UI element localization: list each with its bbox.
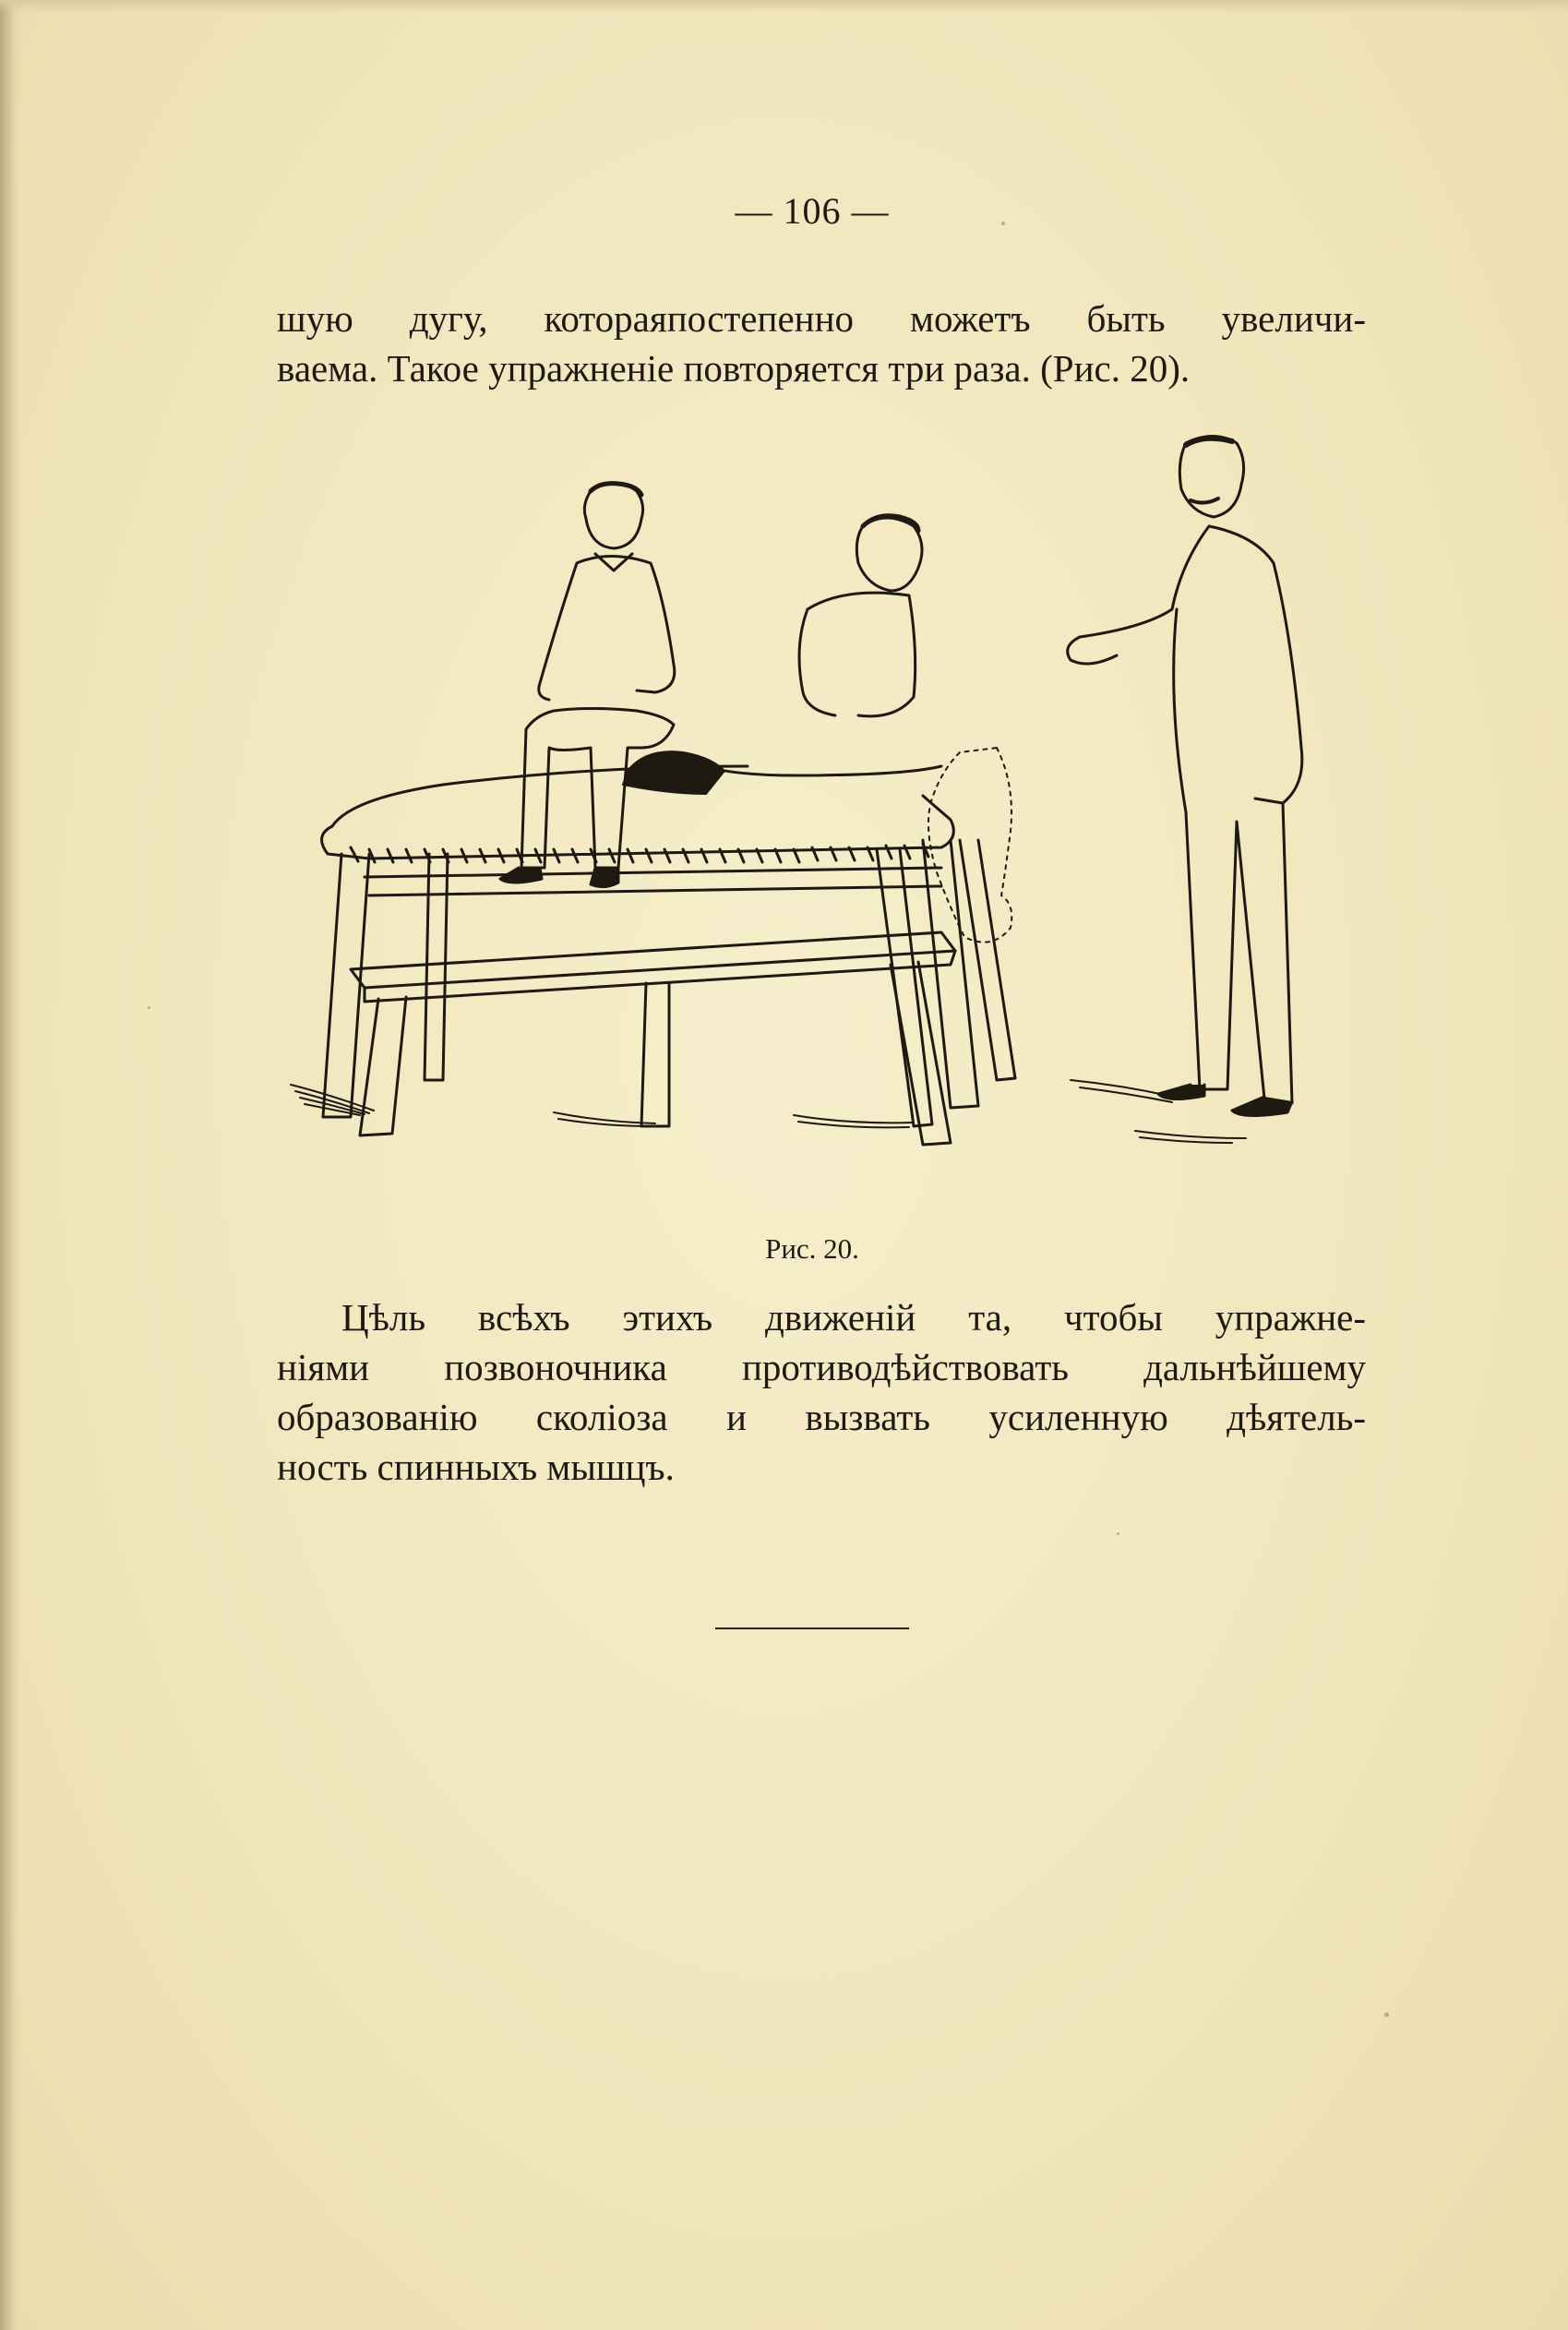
text-line: Цѣль всѣхъ этихъ движеній та, чтобы упражне- xyxy=(341,1296,1366,1339)
text-line: образованію сколіоза и вызвать усиленную дѣятель- xyxy=(277,1396,1366,1438)
standing-instructor xyxy=(1068,437,1302,1116)
paper-speck xyxy=(1117,1532,1119,1535)
seated-boy xyxy=(500,483,675,887)
text-line: ніями позвоночника противодѣйствовать дальнѣйшему xyxy=(277,1346,1366,1388)
paper-speck xyxy=(1001,222,1005,225)
page-top-edge xyxy=(0,0,1568,13)
paper-speck xyxy=(1384,2012,1389,2017)
section-end-rule xyxy=(715,1627,909,1629)
table-structure xyxy=(322,766,1015,1145)
paper-speck xyxy=(148,1006,150,1009)
text-line: шую дугу, котораяпостепенно можетъ быть увеличи- xyxy=(277,297,1366,340)
text-line: ваема. Такое упражненіе повторяется три раза. (Рис. 20). xyxy=(277,347,1191,390)
text-line: ность спинныхъ мышцъ. xyxy=(277,1446,675,1488)
page-number: — 106 — xyxy=(735,190,890,232)
page-left-edge xyxy=(0,0,20,2330)
figure-caption: Рис. 20. xyxy=(765,1232,859,1265)
exercise-illustration xyxy=(277,434,1366,1172)
floor-shadows xyxy=(291,1080,1246,1143)
folded-jacket xyxy=(623,751,724,794)
paragraph-continuation xyxy=(277,294,1366,393)
paragraph-main xyxy=(277,1292,1366,1492)
